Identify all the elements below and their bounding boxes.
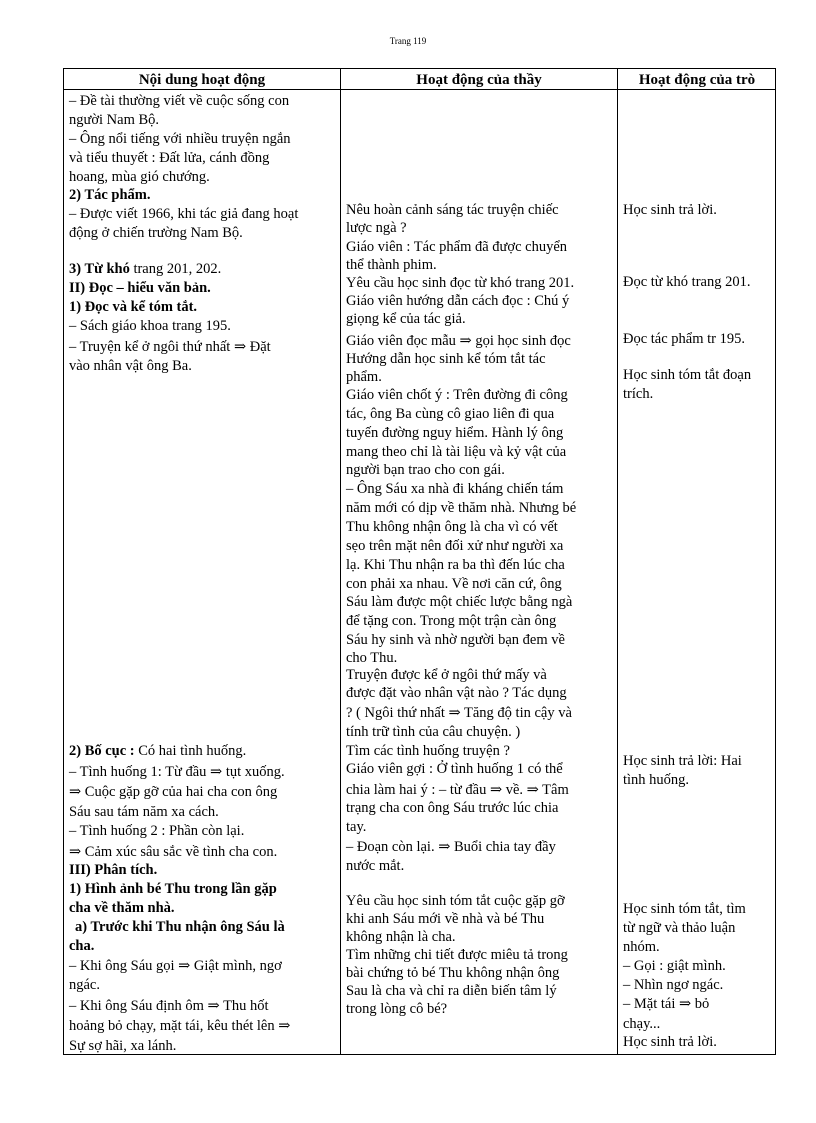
teacher-line: – Đoạn còn lại. ⇒ Buổi chia tay đầy <box>346 839 556 855</box>
content-line: ⇒ Cuộc gặp gỡ của hai cha con ông <box>69 784 278 800</box>
content-line <box>69 742 246 761</box>
section-heading: 3) Từ khó <box>69 261 130 277</box>
student-line: Học sinh trả lời. <box>623 1034 717 1050</box>
teacher-line: tuyến đường nguy hiểm. Hành lý ông <box>346 425 564 441</box>
student-line: trích. <box>623 386 654 402</box>
teacher-line: lạ. Khi Thu nhận ra ba thì đến lúc cha <box>346 557 565 573</box>
teacher-line: nước mắt. <box>346 858 405 874</box>
teacher-line: Nêu hoàn cảnh sáng tác truyện chiếc <box>346 202 559 218</box>
content-line: hoảng bỏ chạy, mặt tái, kêu thét lên ⇒ <box>69 1018 291 1034</box>
column-divider <box>340 69 341 1054</box>
column-divider <box>617 69 618 1054</box>
content-line: và tiểu thuyết : Đất lửa, cánh đồng <box>69 150 270 166</box>
section-heading: cha. <box>69 938 95 954</box>
teacher-line: khi anh Sáu mới về nhà và bé Thu <box>346 911 545 927</box>
content-line: – Khi ông Sáu gọi ⇒ Giật mình, ngơ <box>69 958 282 974</box>
teacher-line: Tìm những chi tiết được miêu tả trong <box>346 947 568 963</box>
column-header-teacher: Hoạt động của thầy <box>416 72 542 88</box>
teacher-line: Yêu cầu học sinh tóm tắt cuộc gặp gỡ <box>346 893 565 909</box>
student-line: Học sinh trả lời: Hai <box>623 753 742 769</box>
teacher-line: người bạn trao cho con gái. <box>346 462 505 478</box>
teacher-line: trạng cha con ông Sáu trước lúc chia <box>346 800 559 816</box>
teacher-line: Giáo viên : Tác phẩm đã được chuyển <box>346 239 568 255</box>
teacher-line: tác, ông Ba cùng cô giao liên đi qua <box>346 406 555 422</box>
content-line: ⇒ Cảm xúc sâu sắc về tình cha con. <box>69 844 278 860</box>
content-line: – Tình huống 1: Từ đầu ⇒ tụt xuống. <box>69 764 285 780</box>
section-heading: III) Phân tích. <box>69 862 158 878</box>
teacher-line: con phải xa nhau. Về nơi căn cứ, ông <box>346 576 562 592</box>
teacher-line: bài chứng tỏ bé Thu không nhận ông <box>346 965 560 981</box>
teacher-line: giọng kể của tác giả. <box>346 311 466 327</box>
content-line: – Được viết 1966, khi tác giả đang hoạt <box>69 206 299 222</box>
content-line: – Truyện kể ở ngôi thứ nhất ⇒ Đặt <box>69 339 271 355</box>
teacher-line: Sau là cha và chỉ ra diễn biến tâm lý <box>346 983 557 999</box>
content-line: – Tình huống 2 : Phần còn lại. <box>69 823 245 839</box>
teacher-line: chia làm hai ý : – từ đầu ⇒ về. ⇒ Tâm <box>346 782 569 798</box>
content-line: – Đề tài thường viết về cuộc sống con <box>69 93 290 109</box>
teacher-line: Giáo viên đọc mẫu ⇒ gọi học sinh đọc <box>346 333 571 349</box>
teacher-line: không nhận là cha. <box>346 929 456 945</box>
teacher-line: Truyện được kể ở ngôi thứ mấy và <box>346 667 547 683</box>
teacher-line: – Ông Sáu xa nhà đi kháng chiến tám <box>346 481 564 497</box>
teacher-line: Giáo viên chốt ý : Trên đường đi công <box>346 387 568 403</box>
teacher-line: Sáu làm được một chiếc lược bằng ngà <box>346 594 573 610</box>
column-header-content: Nội dung hoạt động <box>138 72 266 88</box>
student-line: – Mặt tái ⇒ bỏ <box>623 996 710 1012</box>
content-line: hoang, mùa gió chướng. <box>69 169 210 185</box>
section-heading: 2) Tác phẩm. <box>69 187 151 203</box>
teacher-line: Sáu hy sinh và nhờ người bạn đem về <box>346 632 565 648</box>
teacher-line: tay. <box>346 819 367 835</box>
section-heading: 2) Bố cục : <box>69 743 135 759</box>
content-line: người Nam Bộ. <box>69 112 160 128</box>
content-line: Sáu sau tám năm xa cách. <box>69 804 219 820</box>
student-line: Học sinh tóm tắt đoạn <box>623 367 752 383</box>
page-number-label: Trang 119 <box>389 36 427 46</box>
teacher-line: ? ( Ngôi thứ nhất ⇒ Tăng độ tin cậy và <box>346 705 572 721</box>
student-line: – Nhìn ngơ ngác. <box>623 977 724 993</box>
content-line: động ở chiến trường Nam Bộ. <box>69 225 243 241</box>
student-line: Đọc từ khó trang 201. <box>623 274 751 290</box>
teacher-line: năm mới có dịp về thăm nhà. Nhưng bé <box>346 500 577 516</box>
student-line: chạy... <box>623 1016 661 1032</box>
section-heading: II) Đọc – hiểu văn bản. <box>69 280 211 296</box>
section-heading: 1) Hình ảnh bé Thu trong lần gặp <box>69 881 277 897</box>
teacher-line: Thu không nhận ông là cha vì có vết <box>346 519 558 535</box>
teacher-line: trong lòng cô bé? <box>346 1001 448 1017</box>
student-line: tình huống. <box>623 772 690 788</box>
teacher-line: Hướng dẫn học sinh kể tóm tắt tác <box>346 351 546 367</box>
teacher-line: thể thành phim. <box>346 257 437 273</box>
teacher-line: mang theo chỉ là tài liệu và kỷ vật của <box>346 444 567 460</box>
content-line: Sự sợ hãi, xa lánh. <box>69 1038 177 1054</box>
teacher-line: được đặt vào nhân vật nào ? Tác dụng <box>346 685 567 701</box>
student-line: từ ngữ và thảo luận <box>623 920 736 936</box>
teacher-line: cho Thu. <box>346 650 398 666</box>
lesson-table <box>63 68 776 1055</box>
content-line: vào nhân vật ông Ba. <box>69 358 192 374</box>
student-line: Học sinh trả lời. <box>623 202 717 218</box>
teacher-line: Yêu cầu học sinh đọc từ khó trang 201. <box>346 275 575 291</box>
teacher-line: Tìm các tình huống truyện ? <box>346 743 510 759</box>
column-header-student: Hoạt động của trò <box>638 72 756 88</box>
teacher-line: Giáo viên gợi : Ở tình huống 1 có thể <box>346 761 563 777</box>
section-heading: cha về thăm nhà. <box>69 900 175 916</box>
teacher-line: lược ngà ? <box>346 220 407 236</box>
teacher-line: phẩm. <box>346 369 382 385</box>
section-heading: a) Trước khi Thu nhận ông Sáu là <box>75 919 285 935</box>
teacher-line: sẹo trên mặt nên đối xử như người xa <box>346 538 564 554</box>
teacher-line: Giáo viên hướng dẫn cách đọc : Chú ý <box>346 293 570 309</box>
content-line <box>69 260 221 279</box>
content-line: – Sách giáo khoa trang 195. <box>69 318 231 334</box>
section-heading: 1) Đọc và kể tóm tắt. <box>69 299 198 315</box>
content-text: Có hai tình huống. <box>138 743 247 759</box>
student-line: nhóm. <box>623 939 660 955</box>
student-line: Học sinh tóm tắt, tìm <box>623 901 746 917</box>
content-line: – Ông nổi tiếng với nhiều truyện ngắn <box>69 131 291 147</box>
teacher-line: để tặng con. Trong một trận càn ông <box>346 613 557 629</box>
student-line: Đọc tác phẩm tr 195. <box>623 331 746 347</box>
student-line: – Gọi : giật mình. <box>623 958 726 974</box>
teacher-line: tính trữ tình của câu chuyện. ) <box>346 724 521 740</box>
content-text: trang 201, 202. <box>133 261 222 277</box>
content-line: ngác. <box>69 977 100 993</box>
content-line: – Khi ông Sáu định ôm ⇒ Thu hốt <box>69 998 269 1014</box>
